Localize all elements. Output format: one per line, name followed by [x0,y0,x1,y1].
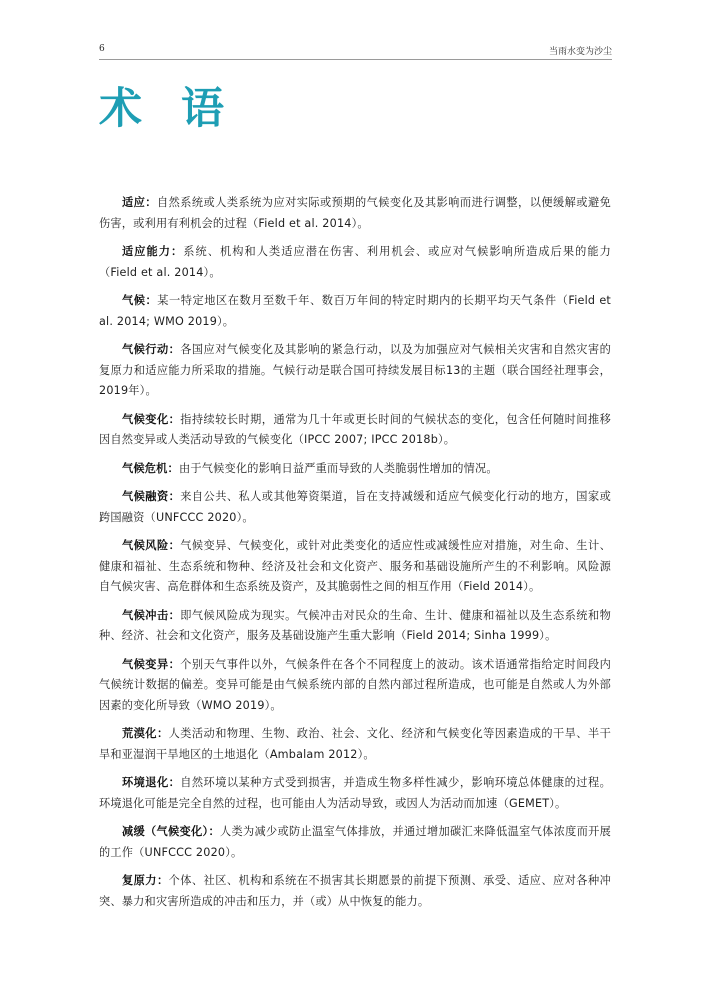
glossary-definition: 某一特定地区在数月至数千年、数百万年间的特定时期内的长期平均天气条件（Field et al. 2014; WMO 2019）。 [99,294,611,328]
glossary-term: 适应： [122,196,157,209]
glossary-definition: 指持续较长时期，通常为几十年或更长时间的气候状态的变化，包含任何随时间推移因自然变异或人类活动导致的气候变化（IPCC 2007; IPCC 2018b）。 [99,412,611,446]
glossary-list [99,193,611,920]
glossary-entry-climate-change [99,410,611,451]
glossary-term: 减缓（气候变化）： [122,825,220,838]
glossary-definition: 自然系统或人类系统为应对实际或预期的气候变化及其影响而进行调整，以便缓解或避免伤害，或利用有利机会的过程（Field et al. 2014）。 [99,196,611,230]
glossary-term: 环境退化： [122,776,181,789]
glossary-entry-climate-finance [99,487,611,528]
glossary-term: 适应能力： [122,245,184,258]
glossary-definition: 系统、机构和人类适应潜在伤害、利用机会、或应对气候影响所造成后果的能力（Field et al. 2014）。 [99,245,611,279]
glossary-term: 气候变化： [122,412,181,426]
glossary-term: 复原力： [122,874,169,887]
glossary-term: 气候冲击： [122,608,181,622]
glossary-entry-climate-variability [99,655,611,717]
glossary-term: 气候行动： [122,343,181,356]
glossary-term: 气候风险： [122,539,181,552]
glossary-entry-mitigation [99,822,611,863]
glossary-term: 荒漠化： [122,727,169,740]
glossary-term: 气候融资： [122,490,181,503]
glossary-entry-climate [99,291,611,332]
glossary-definition: 个体、社区、机构和系统在不损害其长期愿景的前提下预测、承受、适应、应对各种冲突、暴力和灾害所造成的冲击和压力，并（或）从中恢复的能力。 [99,874,611,908]
glossary-entry-climate-risk [99,536,611,598]
glossary-definition: 各国应对气候变化及其影响的紧急行动，以及为加强应对气候相关灾害和自然灾害的复原力和适应能力所采取的措施。气候行动是联合国可持续发展目标13的主题（联合国经社理事会，2019年）。 [99,343,611,397]
glossary-term: 气候： [122,294,158,307]
glossary-definition: 由于气候变化的影响日益严重而导致的人类脆弱性增加的情况。 [178,461,498,475]
glossary-definition: 人类活动和物理、生物、政治、社会、文化、经济和气候变化等因素造成的干旱、半干旱和亚湿润干旱地区的土地退化（Ambalam 2012）。 [99,727,611,761]
running-header-title: 当雨水变为沙尘 [548,47,612,57]
header-divider [99,59,612,60]
glossary-entry-climate-action [99,340,611,402]
glossary-definition: 人类为减少或防止温室气体排放，并通过增加碳汇来降低温室气体浓度而开展的工作（UNFCCC 2020）。 [99,825,611,859]
glossary-definition: 自然环境以某种方式受到损害，并造成生物多样性减少，影响环境总体健康的过程。环境退化可能是完全自然的过程，也可能由人为活动导致，或因人为活动而加速（GEMET）。 [99,776,611,810]
glossary-entry-environmental-degradation [99,773,611,814]
glossary-definition: 即气候风险成为现实。气候冲击对民众的生命、生计、健康和福祉以及生态系统和物种、经济、社会和文化资产，服务及基础设施产生重大影响（Field 2014; Sinha 1999）。 [99,608,611,642]
glossary-entry-climate-crisis [99,459,611,480]
glossary-entry-climate-shock [99,606,611,647]
glossary-term: 气候危机： [122,461,179,475]
glossary-definition: 个别天气事件以外，气候条件在各个不同程度上的波动。该术语通常指给定时间段内气候统计数据的偏差。变异可能是由气候系统内部的自然内部过程所造成，也可能是自然或人为外部因素的变化所导致（WMO 2019）。 [99,657,611,712]
glossary-entry-adaptation [99,193,611,234]
page-title: 术 语 [99,84,236,134]
glossary-term: 气候变异： [122,657,181,671]
glossary-entry-resilience [99,871,611,912]
page-number: 6 [99,44,105,54]
glossary-entry-adaptive-capacity [99,242,611,283]
glossary-definition: 来自公共、私人或其他筹资渠道，旨在支持减缓和适应气候变化行动的地方，国家或跨国融资（UNFCCC 2020）。 [99,490,611,524]
glossary-entry-desertification [99,724,611,765]
glossary-definition: 气候变异、气候变化，或针对此类变化的适应性或减缓性应对措施，对生命、生计、健康和福祉、生态系统和物种、经济及社会和文化资产、服务和基础设施所产生的不利影响。风险源自气候灾害、高危群体和生态系统及资产，及其脆弱性之间的相互作用（Field 2014）。 [99,539,611,593]
